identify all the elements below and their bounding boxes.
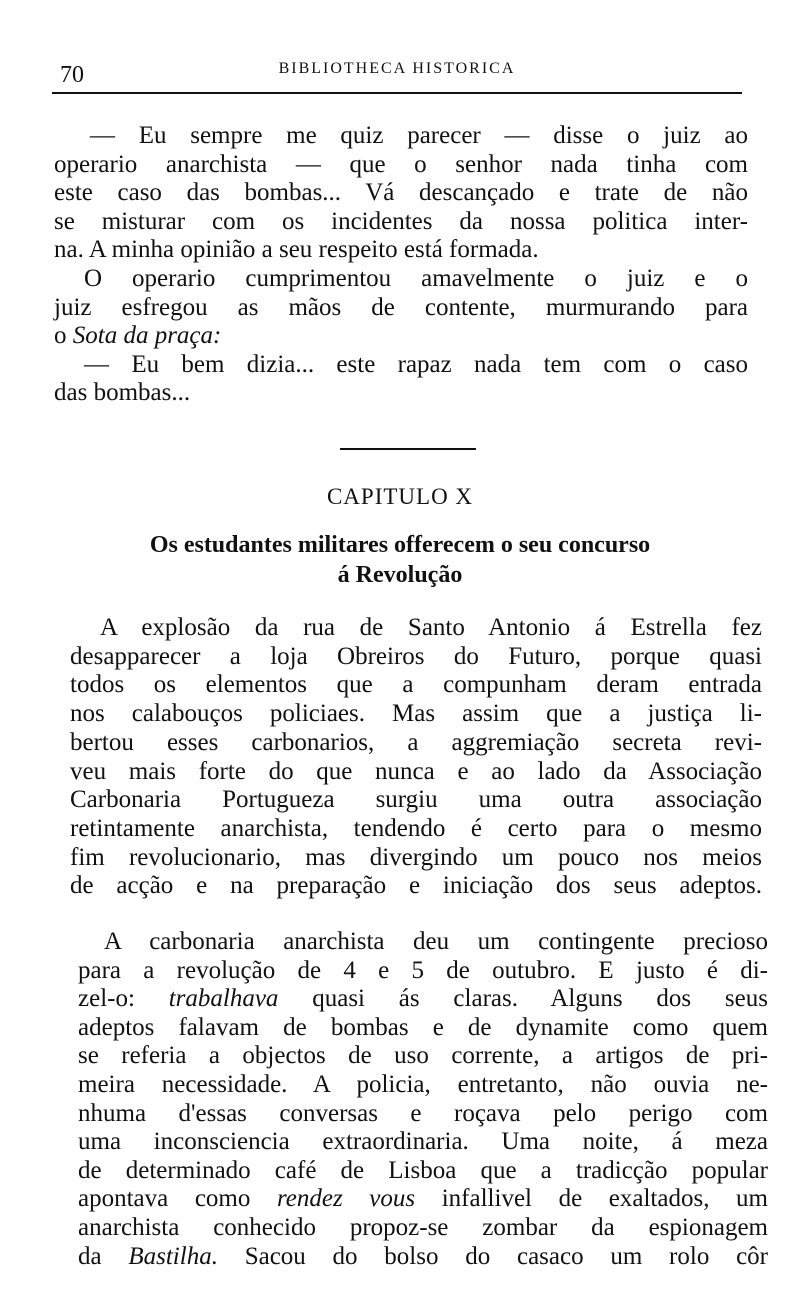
paragraph-2-line: de determinado café de Lisboa que a tradicção popular	[78, 1156, 768, 1184]
paragraph-1-line: nos calabouços policiaes. Mas assim que a justiça li-	[70, 700, 762, 728]
dialogue-line: O operario cumprimentou amavelmente o juiz e o	[84, 265, 748, 292]
paragraph-2-line	[78, 1185, 768, 1213]
line-text: o	[54, 322, 73, 350]
line-text: zel-o:	[78, 985, 169, 1013]
paragraph-1-line: Carbonaria Portugueza surgiu uma outra associação	[70, 786, 762, 814]
paragraph-2-line: meira necessidade. A policia, entretanto, não ouvia ne-	[78, 1071, 768, 1098]
italic-phrase: Sota da praça:	[72, 322, 222, 350]
page-header	[52, 56, 742, 94]
paragraph-2-line: A carbonaria anarchista deu um contingente precioso	[104, 928, 768, 955]
italic-phrase: Bastilha.	[128, 1242, 218, 1270]
dialogue-line: juiz esfregou as mãos de contente, murmurando para	[54, 293, 748, 321]
paragraph-1-line: bertou esses carbonarios, a aggremiação secreta revi-	[70, 728, 762, 756]
paragraph-1-line: A explosão da rua de Santo Antonio á Estrella fez	[100, 614, 762, 641]
chapter-label: CAPITULO X	[326, 484, 474, 509]
section-divider	[340, 448, 476, 450]
paragraph-1-line: todos os elementos que a compunham deram entrada	[70, 671, 762, 699]
page-number: 70	[60, 62, 84, 88]
paragraph-1-line: desapparecer a loja Obreiros do Futuro, porque quasi	[70, 642, 762, 670]
paragraph-2-line: anarchista conhecido propoz-se zombar da espionagem	[78, 1214, 768, 1241]
line-text: Sacou do bolso do casaco um rolo côr	[217, 1242, 768, 1270]
paragraph-2-line: adeptos falavam de bombas e de dynamite como quem	[78, 1013, 768, 1041]
paragraph-2-line	[78, 985, 768, 1013]
dialogue-line: se misturar com os incidentes da nossa politica inter-	[54, 207, 748, 235]
dialogue-line: na. A minha opinião a seu respeito está formada.	[54, 236, 539, 264]
paragraph-2-line	[78, 1243, 768, 1271]
italic-phrase: trabalhava	[168, 985, 279, 1013]
paragraph-2-line: uma inconsciencia extraordinaria. Uma noite, á meza	[78, 1128, 768, 1156]
dialogue-line	[54, 322, 748, 350]
line-text: apontava como	[78, 1185, 277, 1213]
chapter-title-line-1: Os estudantes militares offerecem o seu concurso	[149, 532, 651, 558]
line-text: da	[78, 1242, 129, 1270]
running-title: BIBLIOTHECA HISTORICA	[278, 60, 516, 77]
paragraph-1-line: veu mais forte do que nunca e ao lado da Associação	[70, 757, 762, 785]
paragraph-1-line: de acção e na preparação e iniciação dos seus adeptos.	[70, 872, 762, 900]
paragraph-2-line: para a revolução de 4 e 5 de outubro. E justo é di-	[78, 956, 768, 984]
dialogue-line: — Eu bem dizia... este rapaz nada tem com o caso	[84, 350, 748, 378]
paragraph-1-line: retintamente anarchista, tendendo é certo para o mesmo	[70, 814, 762, 842]
dialogue-line: este caso das bombas... Vá descançado e trate de não	[54, 179, 748, 207]
dialogue-line: — Eu sempre me quiz parecer — disse o juiz ao	[90, 122, 748, 149]
line-text: infallivel de exaltados, um	[415, 1185, 768, 1213]
paragraph-2-line: nhuma d'essas conversas e roçava pelo perigo com	[78, 1099, 768, 1127]
chapter-title-line-2: á Revolução	[337, 562, 463, 588]
paragraph-1-line: fim revolucionario, mas divergindo um pouco nos meios	[70, 843, 762, 871]
dialogue-line: das bombas...	[54, 379, 191, 407]
dialogue-line: operario anarchista — que o senhor nada tinha com	[54, 150, 748, 178]
italic-phrase: rendez vous	[276, 1185, 416, 1213]
line-text: quasi ás claras. Alguns dos seus	[278, 985, 768, 1013]
paragraph-2-line: se referia a objectos de uso corrente, a artigos de pri-	[78, 1042, 768, 1070]
